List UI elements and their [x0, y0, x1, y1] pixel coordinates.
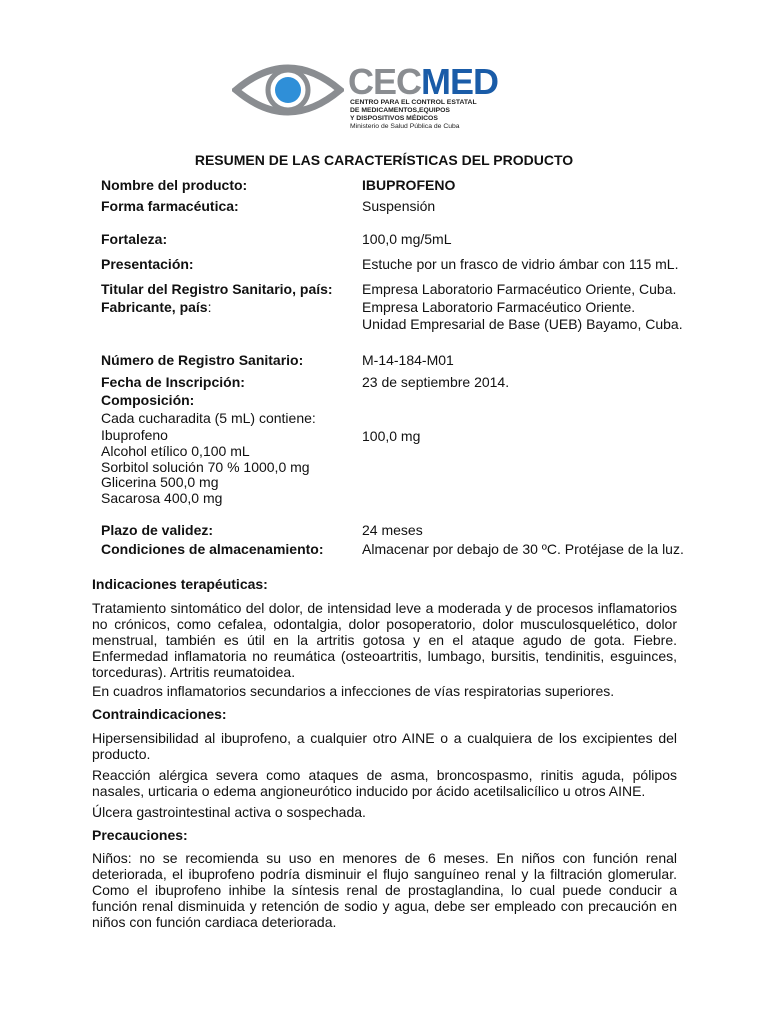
contraindicaciones-paragraph: Úlcera gastrointestinal activa o sospechada.: [92, 804, 366, 820]
document-title: RESUMEN DE LAS CARACTERÍSTICAS DEL PRODUCTO: [194, 152, 574, 168]
composicion-line: Ibuprofeno: [101, 427, 168, 443]
logo-brand: CECMED: [348, 61, 499, 102]
composicion-line: Alcohol etílico 0,100 mL: [101, 443, 250, 459]
contraindicaciones-paragraph: Reacción alérgica severa como ataques de asma, broncospasmo, rinitis aguda, pólipos nasales, urticaria o edema angioneurótico inducido por ácido acetilsalicílico u otros AINE.: [92, 767, 677, 799]
precauciones-heading: Precauciones:: [92, 827, 188, 843]
indicaciones-paragraph: En cuadros inflamatorios secundarios a infecciones de vías respiratorias superiores.: [92, 683, 615, 699]
cecmed-logo: [232, 52, 504, 128]
contraindicaciones-paragraph: Hipersensibilidad al ibuprofeno, a cualquier otro AINE o a cualquiera de los excipientes del producto.: [92, 730, 677, 762]
eye-icon: [232, 52, 344, 128]
composicion-line: Sorbitol solución 70 % 1000,0 mg: [101, 459, 310, 475]
composicion-line: Cada cucharadita (5 mL) contiene:: [101, 410, 316, 426]
contraindicaciones-heading: Contraindicaciones:: [92, 706, 227, 722]
indicaciones-heading: Indicaciones terapéuticas:: [92, 576, 268, 592]
composicion-ibuprofeno-value: 100,0 mg: [362, 428, 421, 444]
precauciones-paragraph: Niños: no se recomienda su uso en menores de 6 meses. En niños con función renal deteriorada, el ibuprofeno podría disminuir el flujo sanguíneo renal y la filtración glomerular. Como el ibuprofeno inhibe la síntesis renal de prostaglandina, lo cual puede conducir a función renal disminuida y retención de sodio y agua, debe ser empleado con precaución en niños con función cardiaca deteriorada.: [92, 850, 677, 930]
logo-subtitle: CENTRO PARA EL CONTROL ESTATAL DE MEDICAMENTOS,EQUIPOS Y DISPOSITIVOS MÉDICOS Ministerio de Salud Pública de Cuba: [350, 99, 477, 130]
indicaciones-paragraph: Tratamiento sintomático del dolor, de intensidad leve a moderada y de procesos inflamatorios no crónicos, como cefalea, odontalgia, dolor posoperatorio, dolor musculosquelético, dolor menstrual, también es útil en la artritis gotosa y en el ataque agudo de gota. Fiebre. Enfermedad inflamatoria no reumática (osteoartritis, lumbago, bursitis, tendinitis, esguinces, torceduras). Artritis reumatoidea.: [92, 600, 677, 680]
composicion-line: Sacarosa 400,0 mg: [101, 490, 223, 506]
composicion-line: Glicerina 500,0 mg: [101, 474, 219, 490]
